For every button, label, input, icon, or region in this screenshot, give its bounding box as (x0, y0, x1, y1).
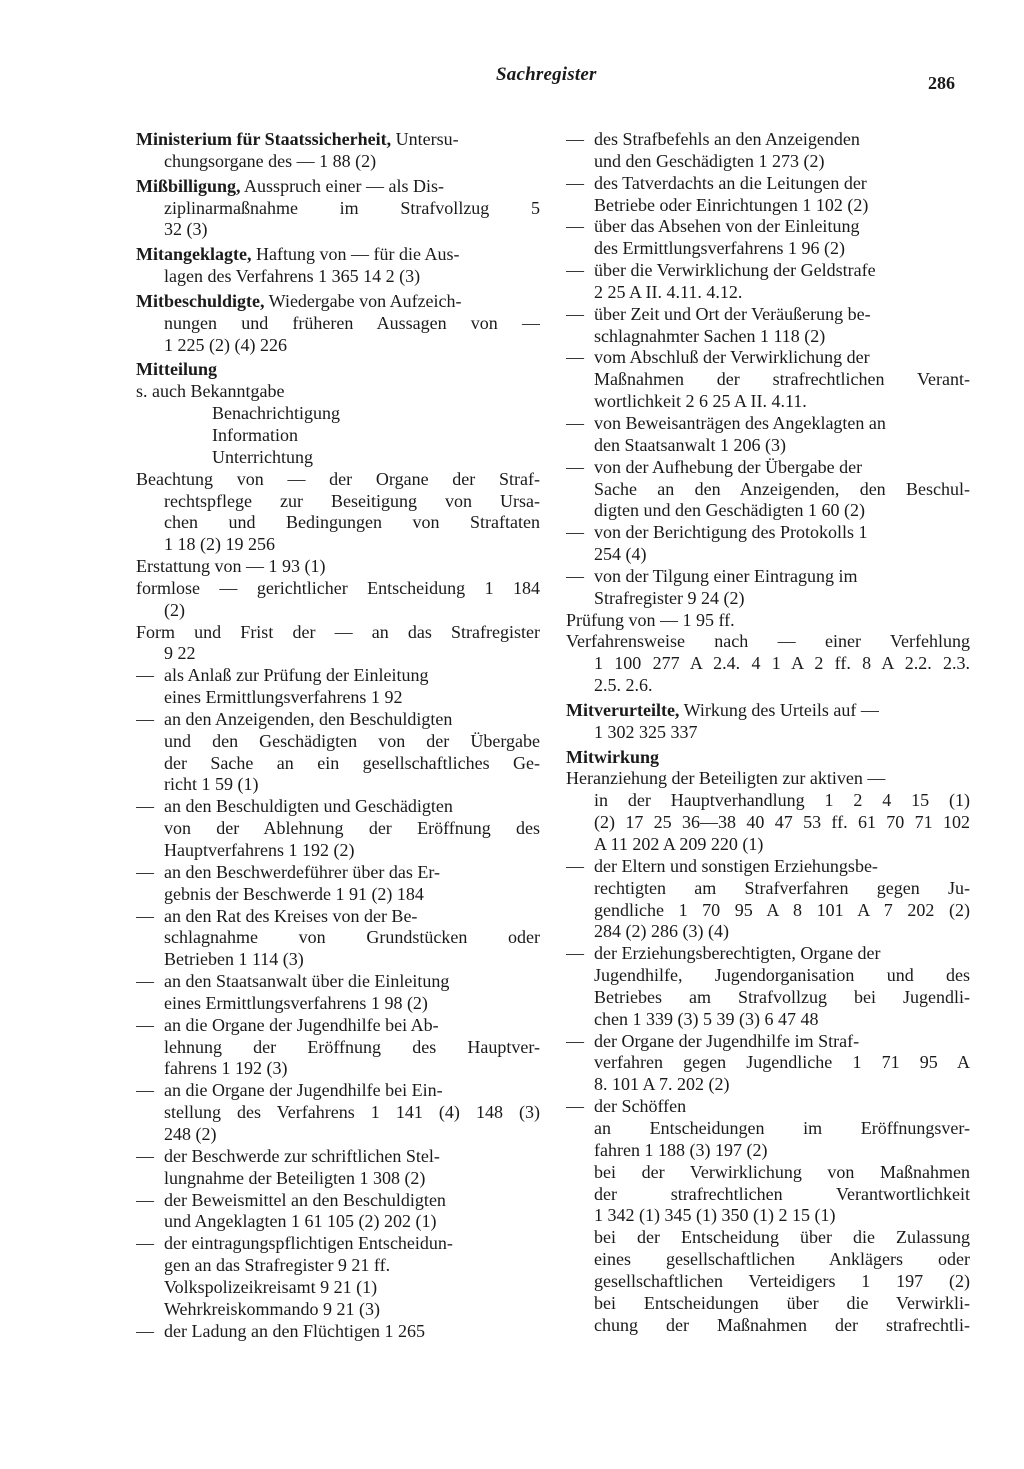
index-line: der Sache an ein gesellschaftliches Ge- (164, 752, 540, 773)
index-line: A 11 202 A 209 220 (1) (594, 834, 764, 854)
dash-marker: — (136, 708, 154, 729)
running-header-title: Sachregister (496, 64, 597, 85)
index-line (136, 709, 540, 731)
index-line: Hauptverfahrens 1 192 (2) (164, 840, 355, 860)
index-line: wortlichkeit 2 6 25 A II. 4.11. (594, 391, 807, 412)
index-line: gen an das Strafregister 9 21 ff. (164, 1255, 391, 1276)
dash-marker: — (566, 216, 584, 237)
index-line (566, 457, 970, 479)
dash-marker: — (136, 1014, 154, 1035)
index-line (566, 1096, 970, 1118)
index-line (566, 260, 970, 282)
index-line (566, 347, 970, 369)
index-text: an den Beschuldigten und Geschädigten (164, 796, 453, 817)
index-line (136, 1080, 540, 1102)
index-line: 2.5. 2.6. (594, 675, 653, 696)
dash-marker: — (566, 565, 584, 586)
dash-marker: — (136, 1145, 154, 1166)
index-line: nungen und früheren Aussagen von — (164, 312, 540, 333)
index-text: von der Berichtigung des Protokolls 1 (594, 522, 868, 543)
index-headword: Mitverurteilte, (566, 699, 680, 720)
dash-marker: — (136, 796, 154, 817)
index-line: Sache an den Anzeigenden, den Beschul- (594, 478, 970, 499)
index-text: an die Organe der Jugendhilfe bei Ab- (164, 1014, 439, 1035)
index-line (136, 862, 540, 884)
index-text: der Beweismittel an den Beschuldigten (164, 1189, 446, 1210)
dash-marker: — (566, 943, 584, 964)
index-line: 32 (3) (164, 219, 208, 240)
index-line (136, 176, 540, 198)
dash-marker: — (136, 971, 154, 992)
index-line (136, 1146, 540, 1168)
index-text: des Strafbefehls an den Anzeigenden (594, 129, 860, 149)
index-text: der Organe der Jugendhilfe im Straf- (594, 1030, 860, 1051)
index-text: der Erziehungsberechtigten, Organe der (594, 943, 881, 964)
index-line (136, 291, 540, 313)
index-text: vom Abschluß der Verwirklichung der (594, 347, 870, 368)
index-line: lagen des Verfahrens 1 365 14 2 (3) (164, 266, 421, 287)
index-headword: Mitwirkung (566, 746, 660, 767)
index-text: von Beweisanträgen des Angeklagten an (594, 412, 886, 433)
index-line: 254 (4) (594, 544, 647, 565)
index-line (566, 700, 970, 722)
index-line: bei der Verwirklichung von Maßnahmen (594, 1161, 970, 1182)
index-line (136, 1015, 540, 1037)
index-line: lungnahme der Beteiligten 1 308 (2) (164, 1167, 426, 1188)
index-line: von der Ablehnung der Eröffnung des (164, 818, 540, 839)
dash-marker: — (136, 1189, 154, 1210)
index-line: und den Geschädigten von der Übergabe (164, 730, 540, 751)
index-text: Wiedergabe von Aufzeich- (264, 290, 462, 311)
index-text: Haftung von — für die Aus- (251, 244, 460, 265)
index-line: Volkspolizeikreisamt 9 21 (1) (164, 1276, 378, 1297)
index-headword: Mißbilligung, (136, 175, 241, 196)
index-line (136, 665, 540, 687)
dash-marker: — (136, 861, 154, 882)
index-line: Strafregister 9 24 (2) (594, 587, 745, 608)
index-line: Heranziehung der Beteiligten zur aktiven — (566, 768, 886, 789)
index-line: chen und Bedingungen von Straftaten (164, 512, 540, 533)
index-line: verfahren gegen Jugendliche 1 71 95 A (594, 1052, 970, 1073)
index-line: 1 18 (2) 19 256 (164, 534, 275, 555)
index-line (566, 216, 970, 238)
index-line (566, 522, 970, 544)
dash-marker: — (566, 412, 584, 433)
index-line: bei der Entscheidung über die Zulassung (594, 1227, 970, 1248)
index-headword: Mitbeschuldigte, (136, 290, 265, 311)
index-text: der Beschwerde zur schriftlichen Stel- (164, 1145, 440, 1166)
index-line (566, 943, 970, 965)
index-line: gebnis der Beschwerde 1 91 (2) 184 (164, 883, 424, 904)
dash-marker: — (566, 456, 584, 477)
index-line: eines Ermittlungsverfahrens 1 98 (2) (164, 992, 428, 1013)
index-line: gendliche 1 70 95 A 8 101 A 7 202 (2) (594, 899, 970, 920)
index-text: Ausspruch einer — als Dis- (240, 175, 445, 196)
index-line (136, 1321, 540, 1343)
index-text: der eintragungspflichtigen Entscheidun- (164, 1233, 453, 1254)
index-text: Untersu- (391, 129, 459, 149)
index-headword: Ministerium für Staatssicherheit, (136, 129, 392, 149)
index-text: von der Tilgung einer Eintragung im (594, 565, 858, 586)
index-text: des Tatverdachts an die Leitungen der (594, 172, 867, 193)
index-line: Maßnahmen der strafrechtlichen Verant- (594, 369, 970, 390)
index-line: und Angeklagten 1 61 105 (2) 202 (1) (164, 1211, 437, 1232)
index-line: rechtigten am Strafverfahren gegen Ju- (594, 877, 970, 898)
index-line: der strafrechtlichen Verantwortlichkeit (594, 1183, 970, 1204)
index-line: schlagnahme von Grundstücken oder (164, 927, 540, 948)
index-line: digten und den Geschädigten 1 60 (2) (594, 500, 865, 521)
index-line: s. auch Bekanntgabe (136, 381, 285, 402)
index-line: Wehrkreiskommando 9 21 (3) (164, 1298, 380, 1319)
page-number: 286 (928, 73, 955, 93)
index-line: Jugendhilfe, Jugendorganisation und des (594, 965, 970, 986)
index-line: 2 25 A II. 4.11. 4.12. (594, 281, 743, 302)
index-line (136, 129, 540, 151)
index-line: 1 302 325 337 (594, 721, 698, 742)
index-line: fahren 1 188 (3) 197 (2) (594, 1139, 768, 1160)
dash-marker: — (566, 303, 584, 324)
index-text: über die Verwirklichung der Geldstrafe (594, 260, 876, 281)
index-line: des Ermittlungsverfahrens 1 96 (2) (594, 238, 845, 259)
index-line: 1 225 (2) (4) 226 (164, 334, 287, 355)
index-line: den Staatsanwalt 1 206 (3) (594, 434, 786, 455)
index-line: und den Geschädigten 1 273 (2) (594, 150, 825, 171)
index-line (566, 304, 970, 326)
index-line: chung der Maßnahmen der strafrechtli- (594, 1314, 970, 1335)
index-line (136, 1233, 540, 1255)
index-line: chen 1 339 (3) 5 39 (3) 6 47 48 (594, 1008, 819, 1029)
index-line: rechtspflege zur Beseitigung von Ursa- (164, 490, 540, 511)
index-line: Betrieben 1 114 (3) (164, 949, 304, 970)
index-line (566, 129, 970, 151)
index-line: Verfahrensweise nach — einer Verfehlung (566, 631, 970, 652)
index-line: 284 (2) 286 (3) (4) (594, 921, 729, 942)
index-line: 1 342 (1) 345 (1) 350 (1) 2 15 (1) (594, 1205, 836, 1226)
index-text: als Anlaß zur Prüfung der Einleitung (164, 665, 429, 686)
index-line: ziplinarmaßnahme im Strafvollzug 5 (164, 197, 540, 218)
index-line: (2) 17 25 36—38 40 47 53 ff. 61 70 71 102 (594, 812, 970, 833)
index-line: lehnung der Eröffnung des Hauptver- (164, 1036, 540, 1057)
index-line: 1 100 277 A 2.4. 4 1 A 2 ff. 8 A 2.2. 2.3. (594, 653, 970, 674)
index-line: chungsorgane des — 1 88 (2) (164, 150, 377, 171)
dash-marker: — (566, 129, 584, 149)
index-headword: Mitteilung (136, 359, 217, 380)
index-line: Beachtung von — der Organe der Straf- (136, 468, 540, 489)
index-text: an den Rat des Kreises von der Be- (164, 905, 418, 926)
index-line (136, 796, 540, 818)
index-text: über Zeit und Ort der Veräußerung be- (594, 303, 871, 324)
index-line: bei Entscheidungen über die Verwirkli- (594, 1292, 970, 1313)
index-line: Prüfung von — 1 95 ff. (566, 609, 735, 630)
index-line (136, 971, 540, 993)
index-line: formlose — gerichtlicher Entscheidung 1 184 (136, 577, 540, 598)
index-line: richt 1 59 (1) (164, 774, 259, 795)
index-line: Benachrichtigung (212, 403, 340, 424)
index-text: an den Anzeigenden, den Beschuldigten (164, 708, 453, 729)
index-text: der Schöffen (594, 1096, 687, 1117)
dash-marker: — (566, 260, 584, 281)
dash-marker: — (136, 1233, 154, 1254)
index-line: Erstattung von — 1 93 (1) (136, 556, 326, 577)
dash-marker: — (566, 1030, 584, 1051)
dash-marker: — (566, 347, 584, 368)
index-line: eines gesellschaftlichen Anklägers oder (594, 1249, 970, 1270)
index-line (566, 856, 970, 878)
index-line: 9 22 (164, 643, 196, 664)
index-line (136, 906, 540, 928)
index-line: Form und Frist der — an das Strafregister (136, 621, 540, 642)
dash-marker: — (136, 665, 154, 686)
dash-marker: — (136, 905, 154, 926)
index-text: über das Absehen von der Einleitung (594, 216, 860, 237)
index-line: gesellschaftlichen Verteidigers 1 197 (2) (594, 1270, 970, 1291)
index-line: fahrens 1 192 (3) (164, 1058, 288, 1079)
index-line (136, 359, 540, 381)
index-line: eines Ermittlungsverfahrens 1 92 (164, 687, 403, 708)
dash-marker: — (136, 1080, 154, 1101)
index-text: von der Aufhebung der Übergabe der (594, 456, 863, 477)
index-line: 8. 101 A 7. 202 (2) (594, 1074, 730, 1095)
index-line (136, 1190, 540, 1212)
dash-marker: — (566, 172, 584, 193)
index-line (566, 413, 970, 435)
index-line (566, 1031, 970, 1053)
index-line: an Entscheidungen im Eröffnungsver- (594, 1117, 970, 1138)
index-line: Information (212, 424, 298, 445)
index-text: Wirkung des Urteils auf — (679, 699, 879, 720)
dash-marker: — (566, 855, 584, 876)
index-text: an den Staatsanwalt über die Einleitung (164, 971, 450, 992)
index-line: schlagnahmter Sachen 1 118 (2) (594, 325, 826, 346)
index-line: 248 (2) (164, 1123, 217, 1144)
dash-marker: — (566, 1096, 584, 1117)
dash-marker: — (136, 1320, 154, 1341)
index-headword: Mitangeklagte, (136, 244, 252, 265)
index-line: stellung des Verfahrens 1 141 (4) 148 (3) (164, 1102, 540, 1123)
index-line (566, 566, 970, 588)
index-text: der Ladung an den Flüchtigen 1 265 (164, 1320, 425, 1341)
index-line (566, 747, 970, 769)
index-text: der Eltern und sonstigen Erziehungsbe- (594, 855, 878, 876)
index-line: Betriebes am Strafvollzug bei Jugendli- (594, 986, 970, 1007)
dash-marker: — (566, 522, 584, 543)
index-column-left (136, 129, 540, 1342)
index-line (136, 244, 540, 266)
index-text: an die Organe der Jugendhilfe bei Ein- (164, 1080, 443, 1101)
index-text: an den Beschwerdeführer über das Er- (164, 861, 441, 882)
index-line: in der Hauptverhandlung 1 2 4 15 (1) (594, 790, 970, 811)
index-line: Betriebe oder Einrichtungen 1 102 (2) (594, 194, 869, 215)
index-line: (2) (164, 599, 185, 620)
index-column-right (566, 129, 970, 1336)
index-line: Unterrichtung (212, 446, 313, 467)
index-line (566, 173, 970, 195)
